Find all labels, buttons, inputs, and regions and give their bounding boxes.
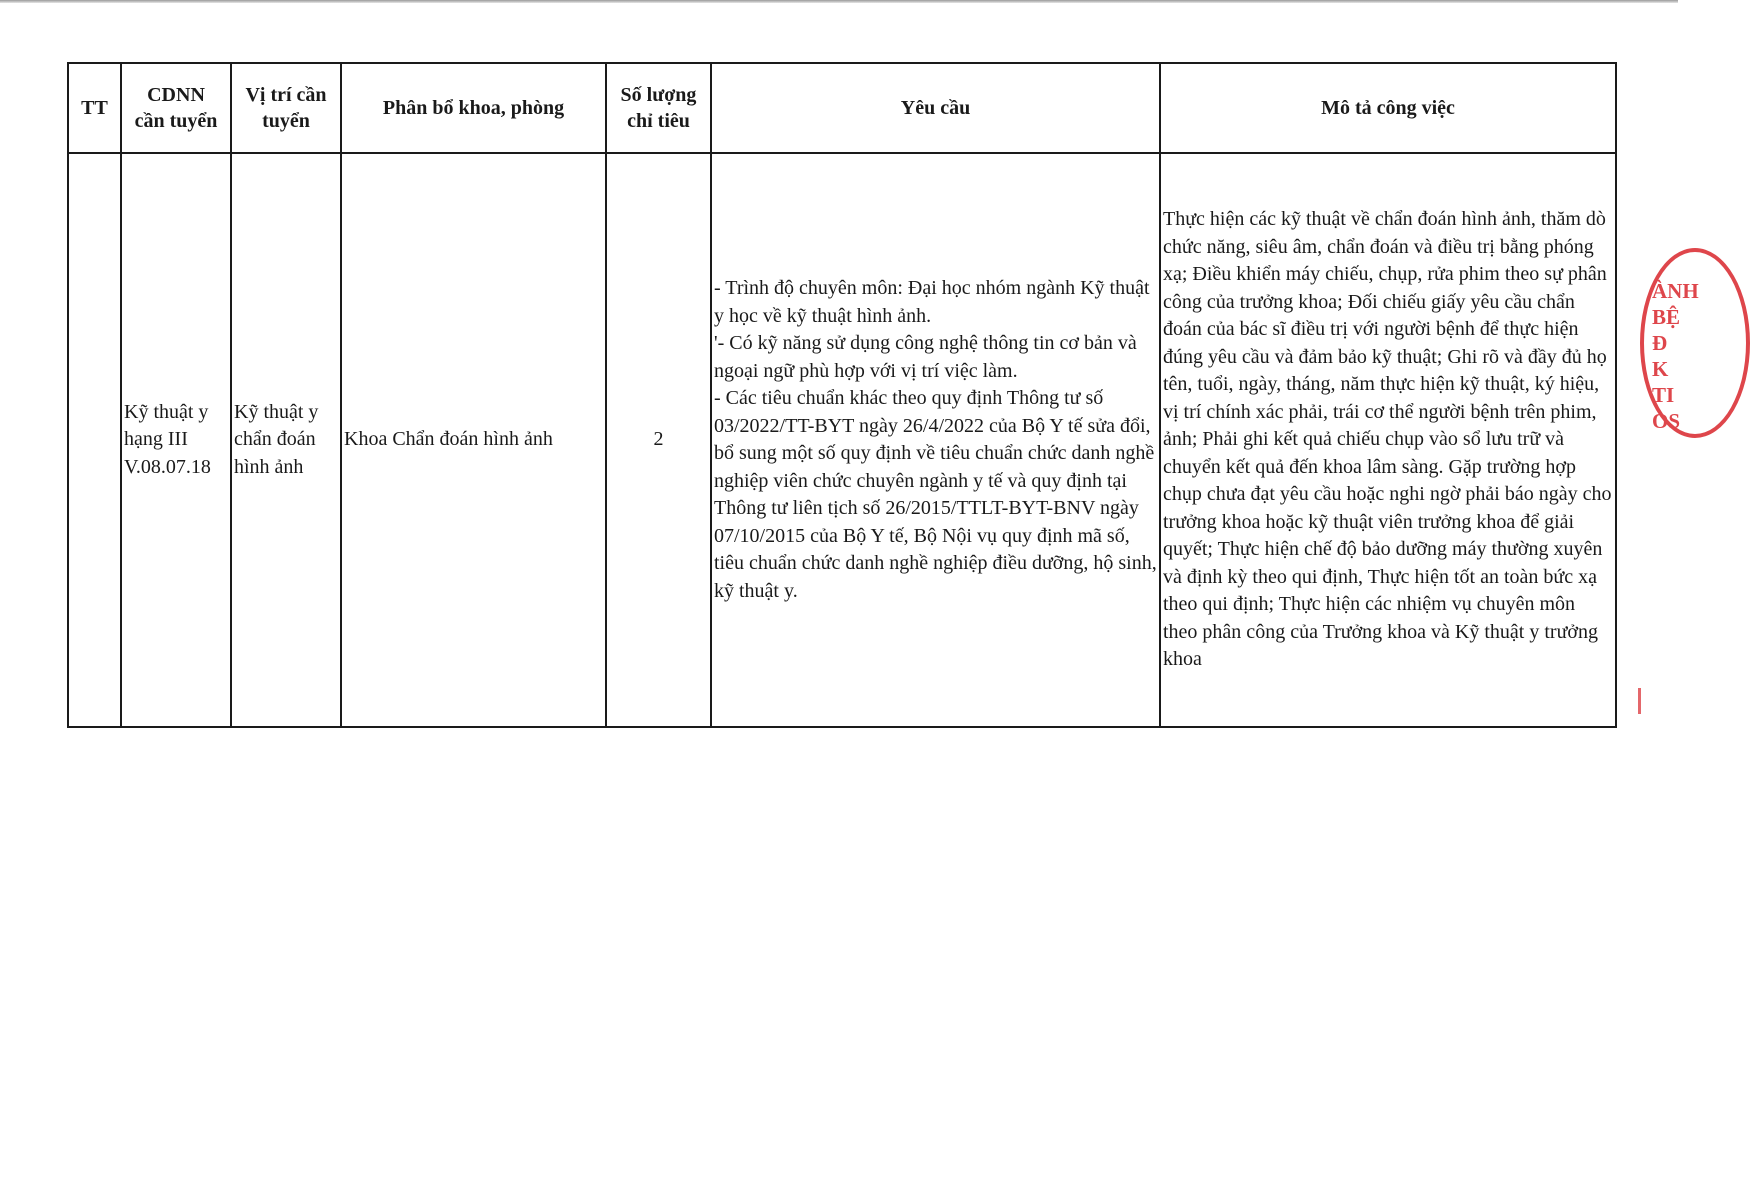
table-header-row	[68, 63, 1616, 153]
stamp-text-line: OS	[1652, 409, 1681, 433]
cell-requirements: - Trình độ chuyên môn: Đại học nhóm ngành Kỹ thuật y học về kỹ thuật hình ảnh. '- Có kỹ năng sử dụng công nghệ thông tin cơ bản và ngoại ngữ phù hợp với vị trí việc làm. - Các tiêu chuẩn khác theo quy định Thông tư số 03/2022/TT-BYT ngày 26/4/2022 của Bộ Y tế sửa đổi, bổ sung một số quy định về tiêu chuẩn chức danh nghề nghiệp viên chức chuyên ngành y tế và quy định tại Thông tư liên tịch số 26/2015/TTLT-BYT-BNV ngày 07/10/2015 của Bộ Y tế, Bộ Nội vụ quy định mã số, tiêu chuẩn chức danh nghề nghiệp điều dưỡng, hộ sinh, kỹ thuật y.	[711, 153, 1160, 727]
cell-tt	[68, 153, 121, 727]
stamp-text-line: BỆ	[1652, 305, 1681, 329]
header-description: Mô tả công việc	[1160, 63, 1616, 153]
stamp-text-line: Đ	[1652, 331, 1668, 355]
cell-quota: 2	[606, 153, 711, 727]
header-requirements: Yêu cầu	[711, 63, 1160, 153]
cell-department: Khoa Chẩn đoán hình ảnh	[341, 153, 606, 727]
stamp-text-line: TI	[1652, 383, 1675, 407]
cell-cdnn: Kỹ thuật y hạng III V.08.07.18	[121, 153, 231, 727]
red-ink-mark	[1638, 688, 1641, 714]
header-department: Phân bổ khoa, phòng	[341, 63, 606, 153]
header-cdnn: CDNN cần tuyển	[121, 63, 231, 153]
header-quota: Số lượng chỉ tiêu	[606, 63, 711, 153]
table-row	[68, 153, 1616, 727]
header-tt: TT	[68, 63, 121, 153]
hospital-stamp	[1640, 248, 1750, 438]
cell-position: Kỹ thuật y chẩn đoán hình ảnh	[231, 153, 341, 727]
page-top-edge	[0, 0, 1678, 3]
header-position: Vị trí cần tuyển	[231, 63, 341, 153]
recruitment-table	[67, 62, 1617, 728]
cell-description: Thực hiện các kỹ thuật về chẩn đoán hình ảnh, thăm dò chức năng, siêu âm, chẩn đoán và điều trị bằng phóng xạ; Điều khiển máy chiếu, chụp, rửa phim theo sự phân công của trưởng khoa; Đối chiếu giấy yêu cầu chẩn đoán của bác sĩ điều trị với người bệnh để thực hiện đúng yêu cầu và đảm bảo kỹ thuật; Ghi rõ và đầy đủ họ tên, tuổi, ngày, tháng, năm thực hiện kỹ thuật, ký hiệu, vị trí chính xác phải, trái cơ thể người bệnh trên phim, ảnh; Phải ghi kết quả chiếu chụp vào sổ lưu trữ và chuyển kết quả đến khoa lâm sàng. Gặp trường hợp chụp chưa đạt yêu cầu hoặc nghi ngờ phải báo ngày cho trưởng khoa hoặc kỹ thuật viên trưởng khoa để giải quyết; Thực hiện chế độ bảo dưỡng máy thường xuyên và định kỳ theo qui định, Thực hiện tốt an toàn bức xạ theo qui định; Thực hiện các nhiệm vụ chuyên môn theo phân công của Trưởng khoa và Kỹ thuật y trưởng khoa	[1160, 153, 1616, 727]
stamp-text-line: ÀNH	[1652, 279, 1699, 303]
stamp-text-line: K	[1652, 357, 1669, 381]
